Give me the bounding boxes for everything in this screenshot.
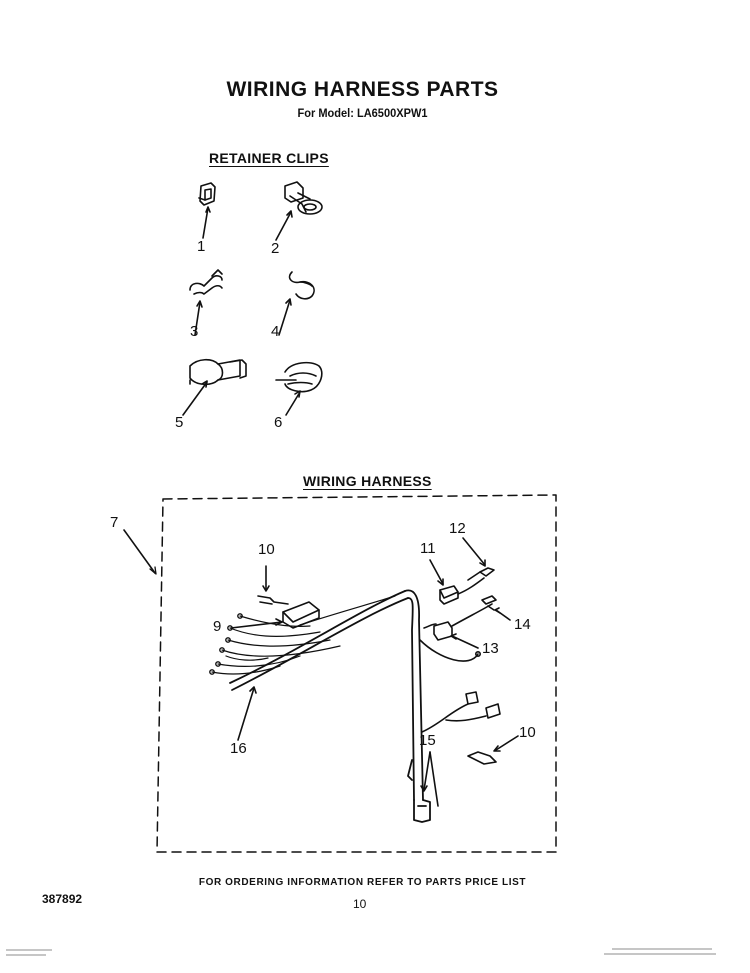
callout-5: 5 [175,414,184,431]
ordering-note: FOR ORDERING INFORMATION REFER TO PARTS PRICE LIST [198,877,527,888]
callout-14: 14 [514,616,531,633]
callout-10-top: 10 [258,541,275,558]
callout-10-bottom: 10 [519,724,536,741]
callout-1: 1 [197,238,206,255]
callout-11: 11 [420,540,436,557]
callout-12: 12 [449,520,466,537]
model-subtitle: For Model: LA6500XPW1 [297,106,428,120]
callout-15: 15 [419,732,436,749]
page-number: 10 [353,897,367,911]
callout-9: 9 [213,618,222,635]
wiring-harness-heading: WIRING HARNESS [303,473,432,489]
callout-3: 3 [190,323,199,340]
callout-7: 7 [110,514,119,531]
document-number: 387892 [42,892,83,906]
callout-13: 13 [482,640,499,657]
callout-2: 2 [271,240,280,257]
callout-16: 16 [230,740,247,757]
page-title: WIRING HARNESS PARTS [226,78,499,101]
callout-6: 6 [274,414,283,431]
callout-4: 4 [271,323,280,340]
retainer-clips-heading: RETAINER CLIPS [209,150,329,166]
